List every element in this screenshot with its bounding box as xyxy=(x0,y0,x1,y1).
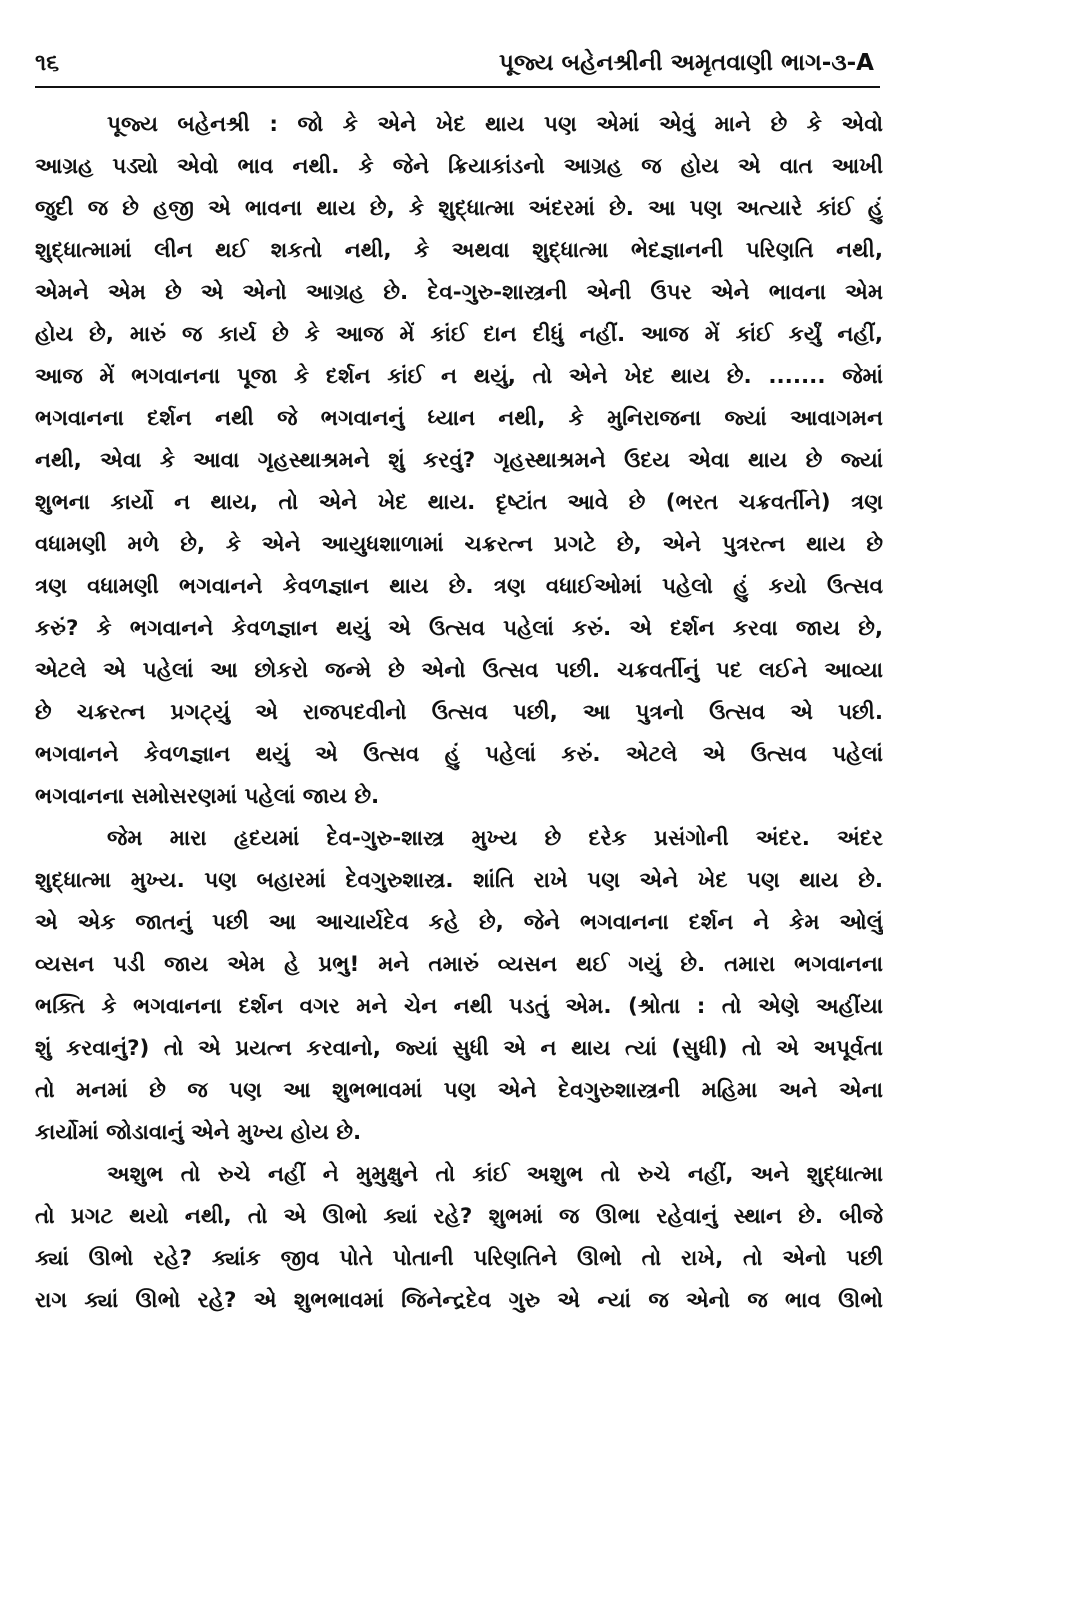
text-line: રાગ ક્યાં ઊભો રહે? એ શુભભાવમાં જિનેન્દ્રદેવ ગુરુ એ ન્યાં જ એનો જ ભાવ ઊભો xyxy=(35,1288,883,1313)
text-line: તો મનમાં છે જ પણ આ શુભભાવમાં પણ એને દેવગુરુશાસ્ત્રની મહિમા અને એના xyxy=(35,1078,883,1103)
text-line: પૂજ્ય બહેનશ્રી : જો કે એને ખેદ થાય પણ એમાં એવું માને છે કે એવો xyxy=(107,112,883,137)
body-text xyxy=(35,104,883,1322)
text-line: ભગવાનના દર્શન નથી જે ભગવાનનું ધ્યાન નથી, કે મુનિરાજના જ્યાં આવાગમન xyxy=(35,406,883,431)
text-line: કરું? કે ભગવાનને કેવળજ્ઞાન થયું એ ઉત્સવ પહેલાં કરું. એ દર્શન કરવા જાય છે, xyxy=(35,616,883,641)
text-line: એમને એમ છે એ એનો આગ્રહ છે. દેવ-ગુરુ-શાસ્ત્રની એની ઉપર એને ભાવના એમ xyxy=(35,280,883,305)
text-line: નથી, એવા કે આવા ગૃહસ્થાશ્રમને શું કરવું? ગૃહસ્થાશ્રમને ઉદય એવા થાય છે જ્યાં xyxy=(35,448,883,473)
text-line: હોય છે, મારું જ કાર્ય છે કે આજ મેં કાંઈ દાન દીધું નહીં. આજ મેં કાંઈ કર્યું નહીં, xyxy=(35,322,883,347)
text-line: છે ચક્રરત્ન પ્રગટ્યું એ રાજપદવીનો ઉત્સવ પછી, આ પુત્રનો ઉત્સવ એ પછી. xyxy=(35,700,883,725)
text-line: ત્રણ વધામણી ભગવાનને કેવળજ્ઞાન થાય છે. ત્રણ વધાઈઓમાં પહેલો હું કયો ઉત્સવ xyxy=(35,574,883,599)
text-line: એટલે એ પહેલાં આ છોકરો જન્મે છે એનો ઉત્સવ પછી. ચક્રવર્તીનું પદ લઈને આવ્યા xyxy=(35,658,883,683)
text-line: શુભના કાર્યો ન થાય, તો એને ખેદ થાય. દૃષ્ટાંત આવે છે (ભરત ચક્રવર્તીને) ત્રણ xyxy=(35,490,883,515)
text-line: શુદ્ધાત્મામાં લીન થઈ શકતો નથી, કે અથવા શુદ્ધાત્મા ભેદજ્ઞાનની પરિણતિ નથી, xyxy=(35,238,883,263)
text-line: જેમ મારા હૃદયમાં દેવ-ગુરુ-શાસ્ત્ર મુખ્ય છે દરેક પ્રસંગોની અંદર. અંદર xyxy=(107,826,883,851)
text-line: શુદ્ધાત્મા મુખ્ય. પણ બહારમાં દેવગુરુશાસ્ત્ર. શાંતિ રાખે પણ એને ખેદ પણ થાય છે. xyxy=(35,868,883,893)
text-line: વ્યસન પડી જાય એમ હે પ્રભુ! મને તમારું વ્યસન થઈ ગયું છે. તમારા ભગવાનના xyxy=(35,952,883,977)
text-line: એ એક જાતનું પછી આ આચાર્યદેવ કહે છે, જેને ભગવાનના દર્શન ને કેમ ઓલું xyxy=(35,910,883,935)
text-line: ભક્તિ કે ભગવાનના દર્શન વગર મને ચેન નથી પડતું એમ. (શ્રોતા : તો એણે અહીંયા xyxy=(35,994,883,1019)
paragraph xyxy=(35,818,883,1154)
page-number: ૧૬ xyxy=(35,50,60,76)
text-line: તો પ્રગટ થયો નથી, તો એ ઊભો ક્યાં રહે? શુભમાં જ ઊભા રહેવાનું સ્થાન છે. બીજે xyxy=(35,1204,883,1229)
text-line: કાર્યોમાં જોડાવાનું એને મુખ્ય હોય છે. xyxy=(35,1120,362,1145)
text-line: ક્યાં ઊભો રહે? ક્યાંક જીવ પોતે પોતાની પરિણતિને ઊભો તો રાખે, તો એનો પછી xyxy=(35,1246,883,1271)
text-line: ભગવાનને કેવળજ્ઞાન થયું એ ઉત્સવ હું પહેલાં કરું. એટલે એ ઉત્સવ પહેલાં xyxy=(35,742,883,767)
paragraph xyxy=(35,104,883,818)
text-line: ભગવાનના સમોસરણમાં પહેલાં જાય છે. xyxy=(35,784,380,809)
text-line: અશુભ તો રુચે નહીં ને મુમુક્ષુને તો કાંઈ અશુભ તો રુચે નહીં, અને શુદ્ધાત્મા xyxy=(107,1162,883,1187)
text-line: જુદી જ છે હજી એ ભાવના થાય છે, કે શુદ્ધાત્મા અંદરમાં છે. આ પણ અત્યારે કાંઈ હું xyxy=(35,196,883,221)
running-title: પૂજ્ય બહેનશ્રીની અમૃતવાણી ભાગ-૩-A xyxy=(499,50,874,76)
text-line: વધામણી મળે છે, કે એને આયુધશાળામાં ચક્રરત્ન પ્રગટે છે, એને પુત્રરત્ન થાય છે xyxy=(35,532,883,557)
page-header xyxy=(35,44,880,88)
text-line: શું કરવાનું?) તો એ પ્રયત્ન કરવાનો, જ્યાં સુધી એ ન થાય ત્યાં (સુધી) તો એ અપૂર્વતા xyxy=(35,1036,883,1061)
text-line: આજ મેં ભગવાનના પૂજા કે દર્શન કાંઈ ન થયું, તો એને ખેદ થાય છે. ....... જેમાં xyxy=(35,364,883,389)
text-line: આગ્રહ પડ્યો એવો ભાવ નથી. કે જેને ક્રિયાકાંડનો આગ્રહ જ હોય એ વાત આખી xyxy=(35,154,883,179)
paragraph xyxy=(35,1154,883,1322)
